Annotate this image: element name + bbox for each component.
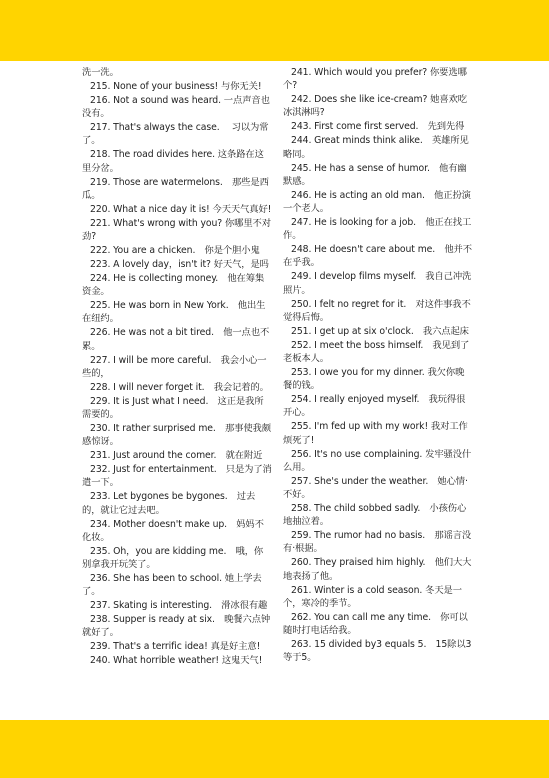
phrase-entry: 244. Great minds think alike. 英雄所见略同。	[283, 135, 469, 160]
phrase-entry: 218. The road divides here. 这条路在这里分岔。	[82, 149, 264, 174]
phrase-entry: 220. What a nice day it is! 今天天气真好!	[90, 203, 272, 215]
phrase-entry: 228. I will never forget it. 我会记着的。	[90, 381, 269, 393]
left-column	[82, 66, 272, 668]
phrase-entry: 232. Just for entertainment. 只是为了消遣一下。	[82, 464, 272, 489]
phrase-entry: 226. He was not a bit tired. 他一点也不累。	[82, 327, 270, 352]
right-column	[283, 66, 473, 665]
phrase-entry: 249. I develop films myself. 我自己冲洗照片。	[283, 271, 472, 296]
phrase-entry: 227. I will be more careful. 我会小心一些的，	[82, 354, 267, 379]
phrase-entry: 235. Oh，you are kidding me. 哦，你别拿我开玩笑了。	[82, 545, 264, 571]
phrase-entry: 256. It's no use complaining. 发牢骚没什么用。	[283, 448, 472, 473]
phrase-entry: 243. First come first served. 先到先得	[291, 121, 465, 133]
phrase-entry: 230. It rather surprised me. 那事使我颇感惊讶。	[82, 423, 271, 448]
phrase-entry: 215. None of your business! 与你无关!	[90, 81, 262, 92]
phrase-entry: 240. What horrible weather! 这鬼天气!	[90, 655, 263, 667]
phrase-entry: 247. He is looking for a job. 他正在找工作。	[283, 217, 472, 242]
bottom-yellow-band	[0, 720, 549, 778]
phrase-entry: 221. What's wrong with you? 你哪里不对劲?	[82, 217, 271, 243]
phrase-entry: 251. I get up at six o'clock. 我六点起床	[291, 325, 469, 337]
phrase-entry: 219. Those are watermelons. 那些是西瓜。	[82, 176, 269, 201]
phrase-entry: 241. Which would you prefer? 你要选哪个?	[283, 67, 467, 92]
phrase-entry: 234. Mother doesn't make up. 妈妈不化妆。	[82, 518, 264, 543]
phrase-entry: 231. Just around the comer. 就在附近	[90, 450, 263, 462]
phrase-entry: 259. The rumor had no basis. 那谣言没有·根据。	[283, 530, 472, 555]
phrase-entry: 236. She has been to school. 她上学去了。	[82, 573, 262, 598]
phrase-entry: 260. They praised him highly. 他们大大地表扬了他。	[283, 557, 472, 582]
phrase-entry: 250. I felt no regret for it. 对这件事我不觉得后悔。	[283, 298, 471, 323]
phrase-entry: 222. You are a chicken. 你是个胆小鬼	[90, 245, 260, 257]
phrase-entry: 238. Supper is ready at six. 晚餐六点钟就好了。	[82, 614, 271, 639]
phrase-entry: 洗一洗。	[82, 67, 119, 78]
phrase-entry: 229. It is Just what I need. 这正是我所需要的。	[82, 395, 264, 421]
phrase-entry: 217. That's always the case. 习以为常了。	[82, 122, 269, 147]
phrase-entry: 242. Does she like ice-cream? 她喜欢吃冰淇淋吗?	[283, 94, 467, 119]
phrase-entry: 225. He was born in New York. 他出生在纽约。	[82, 300, 266, 325]
phrase-entry: 233. Let bygones be bygones. 过去的，就让它过去吧。	[82, 491, 256, 516]
phrase-entry: 258. The child sobbed sadly. 小孩伤心地抽泣着。	[283, 503, 467, 528]
phrase-entry: 262. You can call me any time. 你可以随时打电话给我。	[283, 611, 468, 637]
phrase-entry: 261. Winter is a cold season. 冬天是一个，寒冷的季节。	[283, 584, 462, 609]
phrase-entry: 245. He has a sense of humor. 他有幽默感。	[283, 162, 467, 187]
phrase-entry: 224. He is collecting money. 他在筹集资金。	[82, 273, 265, 298]
phrase-entry: 237. Skating is interesting. 滑冰很有趣	[90, 600, 268, 612]
phrase-entry: 252. I meet the boss himself. 我见到了老板本人。	[283, 339, 470, 365]
phrase-entry: 248. He doesn't care about me. 他并不在乎我。	[283, 244, 472, 269]
phrase-entry: 257. She's under the weather. 她心情·不好。	[283, 475, 468, 501]
phrase-entry: 253. I owe you for my dinner. 我欠你晚餐的钱。	[283, 367, 465, 392]
phrase-entry: 246. He is acting an old man. 他正扮演一个老人。	[283, 189, 471, 215]
phrase-entry: 216. Not a sound was heard. 一点声音也没有。	[82, 95, 270, 120]
top-yellow-band	[0, 0, 549, 61]
phrase-entry: 254. I really enjoyed myself. 我玩得很开心。	[283, 394, 466, 419]
phrase-entry: 223. A lovely day，isn't it? 好天气，是吗	[90, 259, 269, 271]
phrase-entry: 255. I'm fed up with my work! 我对工作烦死了!	[283, 421, 468, 446]
phrase-entry: 239. That's a terrific idea! 真是好主意!	[90, 641, 261, 653]
phrase-entry: 263. 15 divided by3 equals 5. 15除以3等于5。	[283, 639, 472, 664]
